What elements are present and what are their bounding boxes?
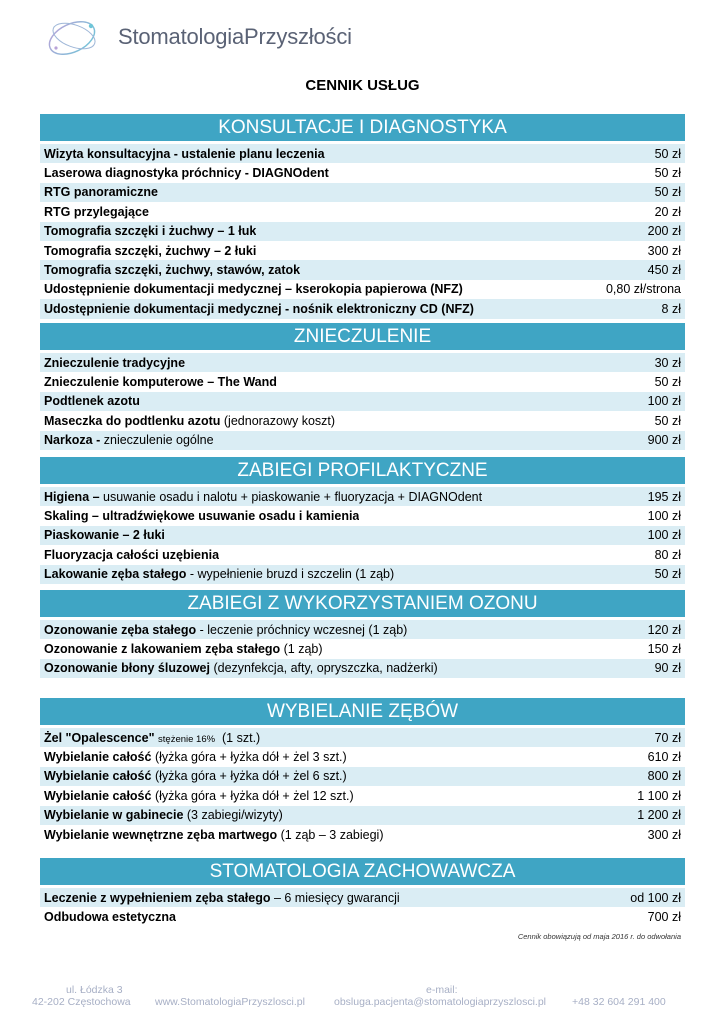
price-row [40, 280, 685, 299]
service-description: (łyżka góra + łyżka dół + żel 12 szt.) [151, 788, 354, 803]
service-name-bold: Maseczka do podtlenku azotu [44, 413, 221, 428]
service-name-bold: Laserowa diagnostyka próchnicy - DIAGNOdent [44, 166, 329, 181]
service-price: 100 zł [647, 509, 681, 524]
section-header: WYBIELANIE ZĘBÓW [40, 698, 685, 725]
service-name [44, 433, 214, 447]
price-row [40, 183, 685, 202]
service-name [44, 166, 329, 180]
service-price: 195 zł [647, 489, 681, 504]
page-title: CENNIK USŁUG [305, 77, 420, 94]
footer-address-line2: 42-202 Częstochowa [32, 996, 131, 1008]
service-price: 50 zł [654, 567, 681, 582]
service-description: – 6 miesięcy gwarancji [270, 890, 400, 905]
service-price: 50 zł [654, 375, 681, 390]
service-name-bold: Udostępnienie dokumentacji medycznej – kserokopia papierowa (NFZ) [44, 282, 463, 297]
price-row [40, 888, 685, 907]
service-name [44, 661, 438, 675]
service-price: 50 zł [654, 185, 681, 200]
service-name [44, 147, 325, 161]
service-name-bold: Wybielanie całość [44, 750, 152, 765]
service-price: 70 zł [654, 730, 681, 745]
service-name-bold: Piaskowanie – 2 łuki [44, 528, 165, 543]
service-name [44, 731, 260, 745]
footer-email-link[interactable]: obsluga.pacjenta@stomatologiaprzyszlosci.pl [334, 996, 547, 1008]
service-name [44, 490, 482, 504]
price-row [40, 353, 685, 372]
service-description: (łyżka góra + łyżka dół + żel 6 szt.) [151, 769, 347, 784]
service-price: 20 zł [654, 204, 681, 219]
service-name-bold: Wybielanie w gabinecie [44, 808, 184, 823]
service-name [44, 642, 323, 656]
price-section [40, 590, 685, 678]
service-name [44, 356, 185, 370]
logo [44, 8, 352, 64]
service-description: (1 ząb) [280, 642, 323, 657]
price-row [40, 431, 685, 450]
service-name [44, 394, 140, 408]
service-name [44, 828, 383, 842]
price-row [40, 659, 685, 678]
service-quantity: (1 szt.) [215, 730, 261, 745]
service-description: (dezynfekcja, afty, opryszczka, nadżerki) [210, 661, 438, 676]
price-row [40, 806, 685, 825]
price-row [40, 222, 685, 241]
service-name [44, 769, 347, 783]
service-name-bold: Tomografia szczęki i żuchwy – 1 łuk [44, 224, 257, 239]
service-name-bold: Znieczulenie tradycyjne [44, 355, 186, 370]
footer-phone: +48 32 604 291 400 [572, 996, 666, 1008]
service-name-bold: Tomografia szczęki, żuchwy, stawów, zatok [44, 263, 301, 278]
service-name-bold: Skaling – ultradźwiękowe usuwanie osadu i kamienia [44, 509, 360, 524]
service-name-bold: Znieczulenie komputerowe – The Wand [44, 375, 277, 390]
price-row [40, 163, 685, 182]
section-rows [40, 353, 685, 450]
service-price: 120 zł [647, 622, 681, 637]
price-row [40, 299, 685, 318]
service-name [44, 302, 474, 316]
service-name [44, 750, 347, 764]
service-name-bold: Wybielanie całość [44, 769, 152, 784]
service-description: znieczulenie ogólne [103, 433, 214, 448]
service-name-bold: Fluoryzacja całości uzębienia [44, 547, 220, 562]
service-name [44, 375, 277, 389]
service-name [44, 891, 400, 905]
logo-text: StomatologiaPrzyszłości [118, 24, 352, 49]
service-price: 300 zł [647, 827, 681, 842]
service-name-bold: Wybielanie całość [44, 788, 152, 803]
service-name-bold: Ozonowanie błony śluzowej [44, 661, 210, 676]
service-price: 0,80 zł/strona [605, 282, 681, 297]
price-row [40, 545, 685, 564]
price-row [40, 506, 685, 525]
service-description: - leczenie próchnicy wczesnej (1 ząb) [196, 622, 408, 637]
service-name [44, 548, 219, 562]
service-name-bold: Wizyta konsultacyjna - ustalenie planu leczenia [44, 146, 325, 161]
service-name [44, 808, 283, 822]
service-price: 300 zł [647, 243, 681, 258]
price-section [40, 858, 685, 927]
price-row [40, 241, 685, 260]
logo-icon [44, 8, 108, 64]
price-row [40, 639, 685, 658]
service-price: 150 zł [647, 642, 681, 657]
service-price: 30 zł [654, 355, 681, 370]
service-description: usuwanie osadu i nalotu + piaskowanie + fluoryzacja + DIAGNOdent [103, 489, 483, 504]
service-name-bold: Podtlenek azotu [44, 394, 140, 409]
service-price: 50 zł [654, 166, 681, 181]
service-price: 1 200 zł [637, 808, 681, 823]
section-rows [40, 728, 685, 844]
service-name [44, 263, 300, 277]
price-row [40, 786, 685, 805]
validity-note: Cennik obowiązują od maja 2016 r. do odwołania [517, 932, 681, 941]
service-name [44, 244, 256, 258]
section-header: STOMATOLOGIA ZACHOWAWCZA [40, 858, 685, 885]
service-name-bold: Odbudowa estetyczna [44, 910, 176, 925]
service-concentration: stężenie 16% [158, 733, 216, 745]
service-name [44, 528, 165, 542]
service-name-bold: RTG przylegające [44, 204, 149, 219]
price-section [40, 114, 685, 319]
price-row [40, 487, 685, 506]
service-price: 90 zł [654, 661, 681, 676]
price-row [40, 747, 685, 766]
section-header: KONSULTACJE I DIAGNOSTYKA [40, 114, 685, 141]
price-section [40, 323, 685, 450]
section-header: ZNIECZULENIE [40, 323, 685, 350]
price-row [40, 411, 685, 430]
price-row [40, 767, 685, 786]
price-row [40, 825, 685, 844]
service-name-bold: Ozonowanie z lakowaniem zęba stałego [44, 642, 281, 657]
service-name [44, 509, 359, 523]
price-row [40, 392, 685, 411]
service-price: 900 zł [647, 433, 681, 448]
footer-website-link[interactable]: www.StomatologiaPrzyszlosci.pl [155, 996, 305, 1008]
service-description: (3 zabiegi/wizyty) [183, 808, 283, 823]
service-price: 200 zł [647, 224, 681, 239]
service-name [44, 224, 256, 238]
service-name-bold: Ozonowanie zęba stałego [44, 622, 197, 637]
section-rows [40, 620, 685, 678]
service-name [44, 789, 354, 803]
price-section [40, 457, 685, 584]
service-name-bold: Udostępnienie dokumentacji medycznej - nośnik elektroniczny CD (NFZ) [44, 301, 474, 316]
service-name [44, 910, 176, 924]
service-name [44, 623, 407, 637]
service-name-bold: Żel "Opalescence" [44, 730, 155, 745]
service-price: 450 zł [647, 263, 681, 278]
service-name [44, 282, 463, 296]
price-row [40, 144, 685, 163]
service-name-bold: RTG panoramiczne [44, 185, 158, 200]
footer-email-label: e-mail: [426, 984, 458, 996]
service-description: (jednorazowy koszt) [220, 413, 336, 428]
service-price: 100 zł [647, 528, 681, 543]
service-name [44, 185, 158, 199]
service-price: 1 100 zł [637, 788, 681, 803]
service-name-bold: Tomografia szczęki, żuchwy – 2 łuki [44, 243, 257, 258]
section-rows [40, 888, 685, 927]
section-rows [40, 144, 685, 319]
price-row [40, 620, 685, 639]
footer-address-line1: ul. Łódzka 3 [66, 984, 123, 996]
service-name-bold: Leczenie z wypełnieniem zęba stałego [44, 890, 271, 905]
service-price: 50 zł [654, 146, 681, 161]
price-row [40, 565, 685, 584]
price-row [40, 728, 685, 747]
price-row [40, 260, 685, 279]
service-name [44, 567, 394, 581]
service-name [44, 414, 335, 428]
service-name-bold: Higiena – [44, 489, 104, 504]
service-price: 610 zł [647, 750, 681, 765]
service-price: 50 zł [654, 413, 681, 428]
service-name-bold: Lakowanie zęba stałego [44, 567, 187, 582]
section-header: ZABIEGI Z WYKORZYSTANIEM OZONU [40, 590, 685, 617]
section-rows [40, 487, 685, 584]
service-price: od 100 zł [630, 890, 681, 905]
price-row [40, 202, 685, 221]
service-description: (łyżka góra + łyżka dół + żel 3 szt.) [151, 750, 347, 765]
service-name-bold: Wybielanie wewnętrzne zęba martwego [44, 827, 278, 842]
price-row [40, 907, 685, 926]
service-name [44, 205, 149, 219]
service-description: - wypełnienie bruzd i szczelin (1 ząb) [186, 567, 395, 582]
price-row [40, 526, 685, 545]
section-header: ZABIEGI PROFILAKTYCZNE [40, 457, 685, 484]
service-price: 8 zł [661, 301, 681, 316]
service-name-bold: Narkoza - [44, 433, 104, 448]
price-row [40, 372, 685, 391]
service-price: 80 zł [654, 547, 681, 562]
service-price: 100 zł [647, 394, 681, 409]
service-price: 800 zł [647, 769, 681, 784]
service-price: 700 zł [647, 910, 681, 925]
service-description: (1 ząb – 3 zabiegi) [277, 827, 384, 842]
price-section [40, 698, 685, 844]
